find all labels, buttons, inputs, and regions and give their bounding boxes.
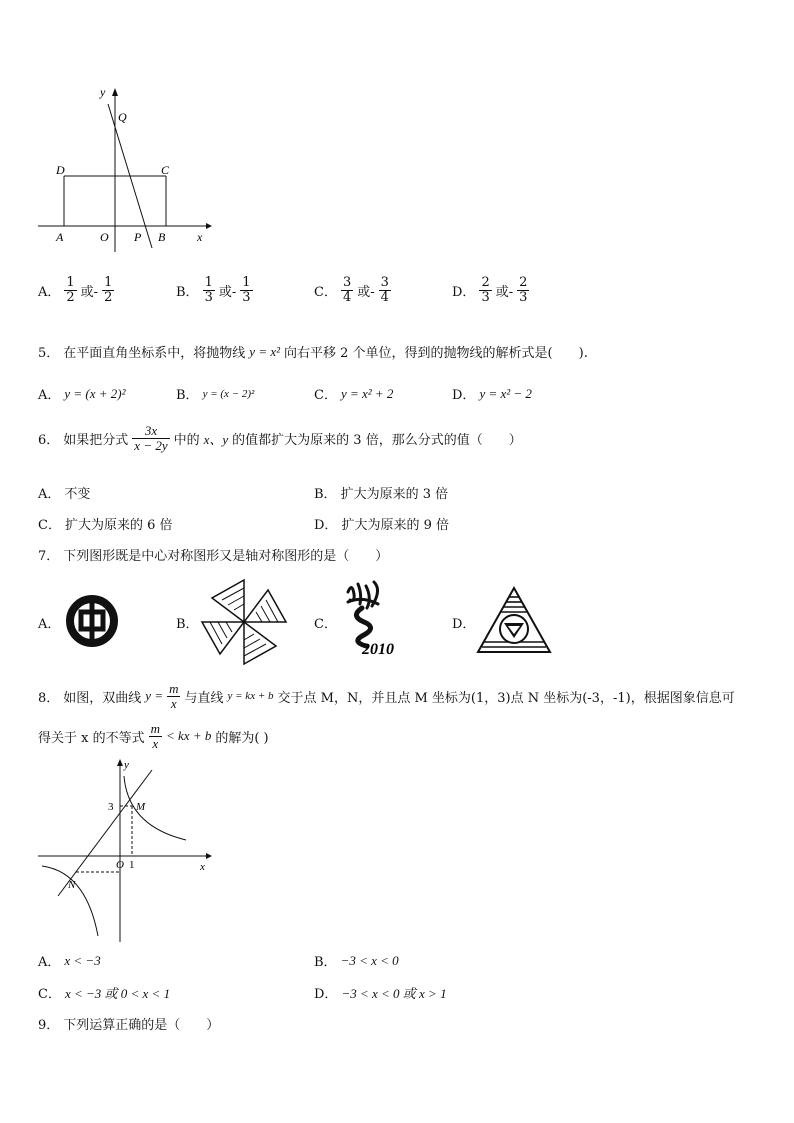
question-5: 5． 在平面直角坐标系中，将抛物线 y = x² 向右平移 2 个单位，得到的抛物线的解析式是( ). (38, 343, 588, 361)
label-a: A (56, 230, 64, 244)
q4-option-d: D． $\frac{2}{3}$ 或- $\frac{2}{3}$ (452, 275, 528, 305)
q5-option-c: C． y = x² + 2 (314, 385, 394, 403)
graph-label-m: M (136, 801, 146, 813)
question-9: 9． 下列运算正确的是（ ） (38, 1018, 220, 1033)
q6-option-c: C． 扩大为原来的 6 倍 (38, 518, 173, 533)
q4-option-b: B． $\frac{1}{3}$ 或- $\frac{1}{3}$ (176, 275, 251, 305)
q8-option-b: B． −3 < x < 0 (314, 952, 399, 970)
q7-option-a-label: A． (38, 617, 61, 632)
label-p: P (134, 230, 142, 244)
label-b: B (158, 230, 166, 244)
label-x: x (197, 230, 203, 244)
graph-label-x: x (200, 861, 205, 873)
q7-option-d-label: D． (452, 617, 476, 632)
bank-of-china-logo-icon (64, 593, 120, 649)
calligraphy-emblem-icon (340, 578, 410, 660)
pinwheel-icon (200, 578, 288, 666)
label-c: C (161, 163, 170, 177)
q4-option-a: A． $\frac{1}{2}$ 或- $\frac{1}{2}$ (38, 275, 113, 305)
label-d: D (56, 163, 65, 177)
q7-option-c-label: C． (314, 617, 337, 632)
q6-option-a: A． 不变 (38, 487, 91, 502)
q4-option-c: C． $\frac{3}{4}$ 或- $\frac{3}{4}$ (314, 275, 389, 305)
q5-option-a: A． y = (x + 2)² (38, 385, 126, 403)
graph-label-1: 1 (129, 859, 135, 871)
graph-label-3: 3 (108, 801, 114, 813)
q8-option-d: D． −3 < x < 0 或 x > 1 (314, 986, 447, 1002)
graph-label-n: N (68, 879, 76, 891)
question-8-line2: 得关于 x 的不等式 $\frac{m}{x}$ < kx + b 的解为( ) (38, 721, 269, 751)
calligraphy-year-text: 2010 (362, 641, 394, 658)
rectangle-axes-figure (36, 84, 216, 254)
label-q: Q (118, 110, 127, 124)
graph-label-y: y (124, 759, 129, 771)
question-6: 6． 如果把分式 $\frac{3x}{x - 2y}$ 中的 x、y 的值都扩大为原来的 3 倍，那么分式的值（ ） (38, 423, 522, 453)
q6-option-b: B． 扩大为原来的 3 倍 (314, 487, 449, 502)
question-8-line1: 8． 如图，双曲线 y = $\frac{m}{x}$ 与直线 y = kx + b 交于点 M，N，并且点 M 坐标为(1，3)点 N 坐标为(-3，-1)，根据图象信息可 (38, 681, 735, 711)
triangle-circle-emblem-icon (476, 586, 552, 654)
label-o: O (100, 230, 109, 244)
label-y: y (100, 85, 106, 99)
q8-option-a: A． x < −3 (38, 952, 101, 970)
q6-option-d: D． 扩大为原来的 9 倍 (314, 518, 449, 533)
q7-option-b-label: B． (176, 617, 199, 632)
question-7: 7． 下列图形既是中心对称图形又是轴对称图形的是（ ） (38, 549, 389, 564)
graph-label-o: O (116, 859, 124, 871)
hyperbola-line-graph (36, 756, 216, 946)
q5-option-d: D． y = x² − 2 (452, 385, 532, 403)
q8-option-c: C． x < −3 或 0 < x < 1 (38, 986, 171, 1002)
q5-option-b: B． y = (x − 2)² (176, 387, 255, 403)
